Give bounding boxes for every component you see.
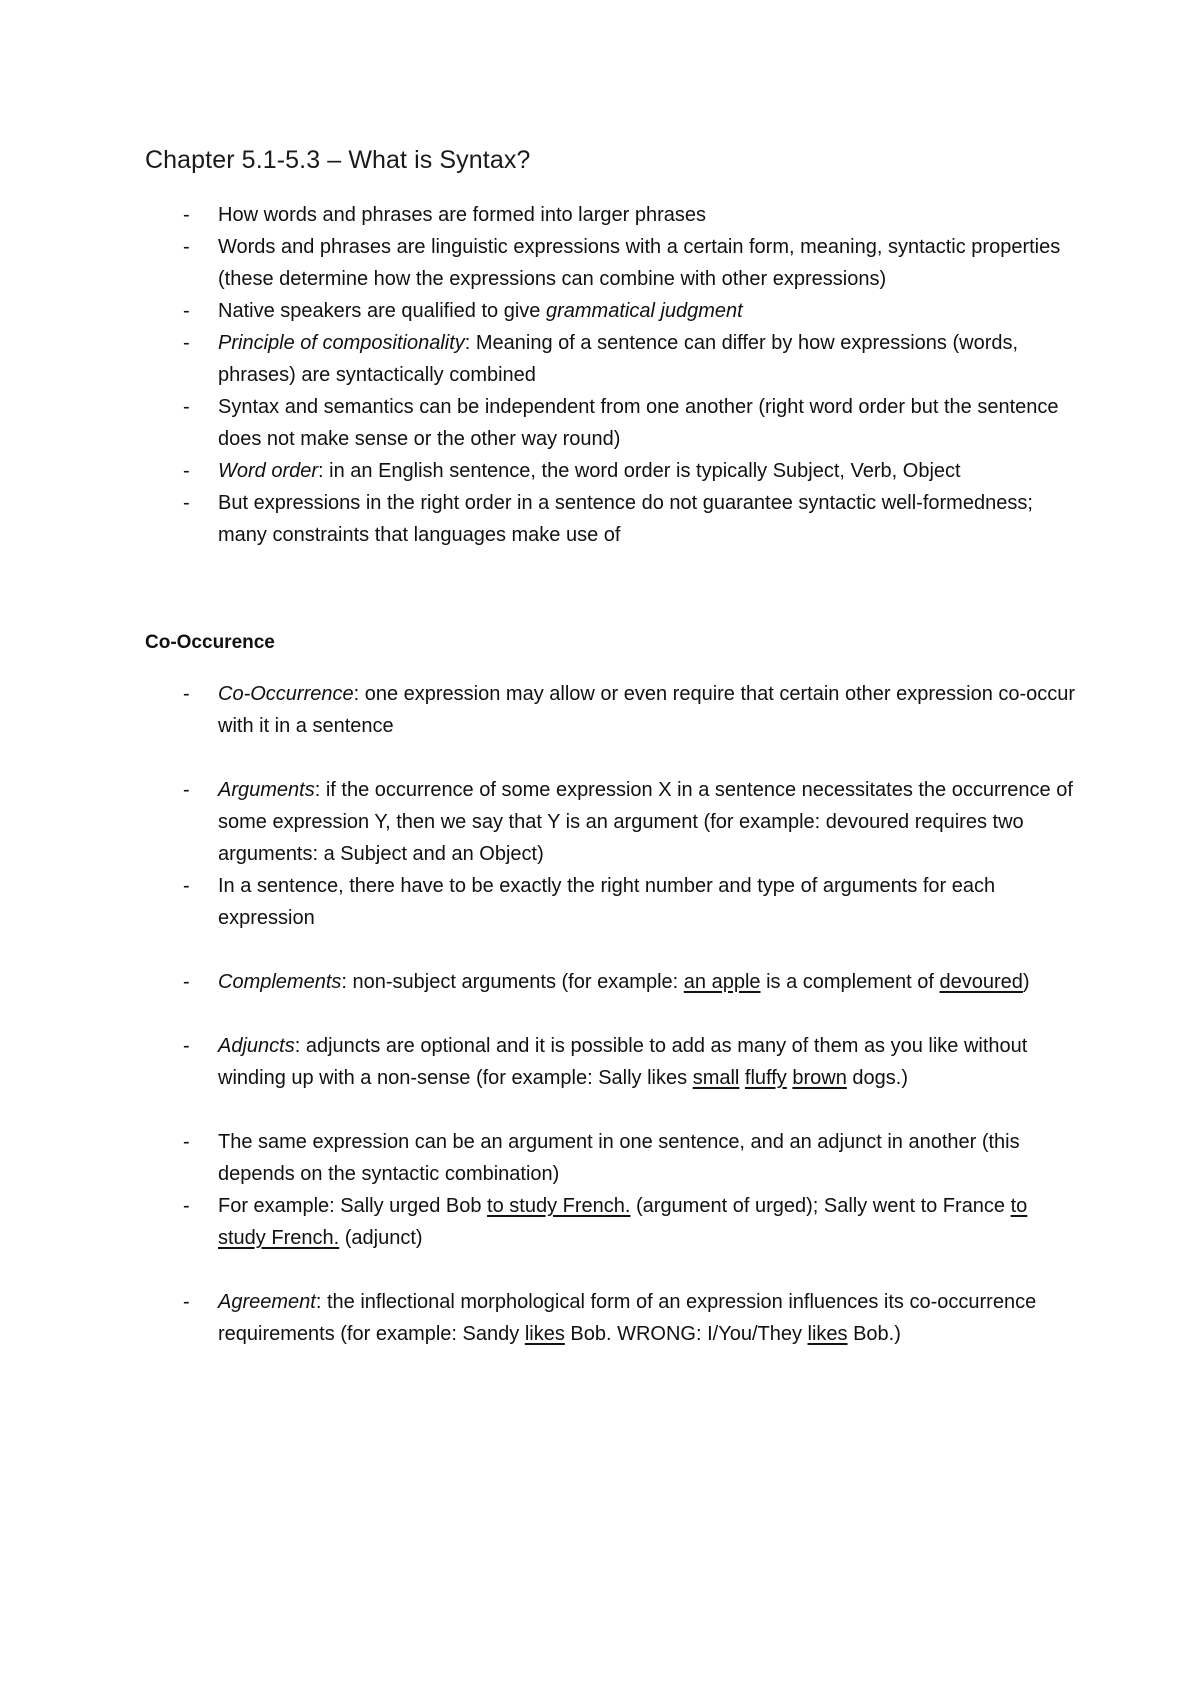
text-segment: : in an English sentence, the word order is typically Subject, Verb, Object	[318, 460, 961, 482]
bullet-dash: -	[183, 1035, 190, 1057]
bullet-dash: -	[183, 332, 190, 354]
list-item	[0, 1286, 1200, 1350]
text-segment: : non-subject arguments (for example:	[341, 971, 684, 993]
text-segment: The same expression can be an argument in one sentence, and an adjunct in another (this depends on the syntactic combination)	[218, 1131, 1020, 1185]
bullet-dash: -	[183, 779, 190, 801]
bullet-dash: -	[183, 875, 190, 897]
text-segment: (adjunct)	[339, 1227, 423, 1249]
intro-bullet-list	[0, 199, 1200, 551]
page-title: Chapter 5.1-5.3 – What is Syntax?	[145, 146, 531, 174]
text-segment: : Meaning of a sentence can differ by how expressions (words, phrases) are syntactically combined	[218, 332, 1019, 386]
bullet-dash: -	[183, 971, 190, 993]
list-item-text	[218, 199, 1080, 231]
list-item-text	[218, 295, 1080, 327]
list-item	[0, 966, 1200, 998]
list-item-text	[218, 231, 1080, 295]
text-segment: How words and phrases are formed into larger phrases	[218, 204, 707, 226]
text-segment: Bob.)	[847, 1323, 901, 1345]
bullet-dash: -	[183, 492, 190, 514]
bullet-dash: -	[183, 460, 190, 482]
list-item	[0, 774, 1200, 870]
text-segment: Syntax and semantics can be independent from one another (right word order but the sentence does not make sense or the other way round)	[218, 396, 1059, 450]
list-item-text	[218, 966, 1080, 998]
text-segment: (argument of urged); Sally went to France	[630, 1195, 1011, 1217]
list-item-text	[218, 678, 1080, 742]
text-segment: In a sentence, there have to be exactly the right number and type of arguments for each expression	[218, 875, 996, 929]
underlined-example: small	[692, 1067, 740, 1089]
text-segment: : one expression may allow or even require that certain other expression co-occur with it in a sentence	[218, 683, 1076, 737]
list-item-text	[218, 327, 1080, 391]
list-item	[0, 1030, 1200, 1094]
text-segment: Native speakers are qualified to give	[218, 300, 546, 322]
italic-term: Complements	[218, 971, 342, 993]
list-item	[0, 1126, 1200, 1190]
italic-term: Arguments	[218, 779, 315, 801]
text-segment: )	[1022, 971, 1030, 993]
list-item-text	[218, 774, 1080, 870]
bullet-dash: -	[183, 1131, 190, 1153]
text-segment: : adjuncts are optional and it is possible to add as many of them as you like without winding up with a non-sense (for example: Sally likes	[218, 1035, 1028, 1089]
underlined-example: an apple	[683, 971, 761, 993]
list-item-text	[218, 391, 1080, 455]
bullet-dash: -	[183, 204, 190, 226]
text-segment: : if the occurrence of some expression X in a sentence necessitates the occurrence of some expression Y, then we say that Y is an argument (for example: devoured requires two arguments: a Subject and an Object)	[218, 779, 1073, 865]
section-heading-co-occurence: Co-Occurence	[145, 632, 275, 653]
underlined-example: to study French.	[218, 1195, 1028, 1249]
underlined-example: likes	[524, 1323, 565, 1345]
text-segment: : the inflectional morphological form of an expression influences its co-occurrence requirements (for example: Sandy	[218, 1291, 1037, 1345]
italic-term: Co-Occurrence	[218, 683, 354, 705]
list-item-text	[218, 1030, 1080, 1094]
italic-term: grammatical judgment	[545, 300, 743, 322]
bullet-dash: -	[183, 1291, 190, 1313]
list-item-text	[218, 455, 1080, 487]
italic-term: Word order	[218, 460, 319, 482]
text-segment: Bob. WRONG: I/You/They	[564, 1323, 808, 1345]
list-item	[0, 199, 1200, 231]
list-item	[0, 487, 1200, 551]
text-segment: But expressions in the right order in a sentence do not guarantee syntactic well-formedness; many constraints that languages make use of	[218, 492, 1033, 546]
underlined-example: brown	[792, 1067, 847, 1089]
text-segment: dogs.)	[846, 1067, 908, 1089]
list-item	[0, 870, 1200, 934]
list-item	[0, 455, 1200, 487]
text-segment: For example: Sally urged Bob	[218, 1195, 488, 1217]
bullet-dash: -	[183, 1195, 190, 1217]
co-occurence-bullet-list	[0, 678, 1200, 1350]
bullet-dash: -	[183, 683, 190, 705]
list-item-text	[218, 1286, 1080, 1350]
list-item-text	[218, 1190, 1080, 1254]
list-item	[0, 1190, 1200, 1254]
italic-term: Principle of compositionality	[218, 332, 465, 354]
list-item	[0, 327, 1200, 391]
list-item-text	[218, 870, 1080, 934]
underlined-example: to study French.	[487, 1195, 631, 1217]
text-segment: Words and phrases are linguistic expressions with a certain form, meaning, syntactic properties (these determine how the expressions can combine with other expressions)	[218, 236, 1061, 290]
bullet-dash: -	[183, 300, 190, 322]
underlined-example: devoured	[939, 971, 1023, 993]
bullet-dash: -	[183, 396, 190, 418]
list-item-text	[218, 487, 1080, 551]
underlined-example: fluffy	[744, 1067, 787, 1089]
list-item	[0, 678, 1200, 742]
list-item-text	[218, 1126, 1080, 1190]
list-item	[0, 295, 1200, 327]
underlined-example: likes	[807, 1323, 848, 1345]
list-item	[0, 231, 1200, 295]
italic-term: Agreement	[218, 1291, 316, 1313]
list-item	[0, 391, 1200, 455]
text-segment: is a complement of	[760, 971, 940, 993]
bullet-dash: -	[183, 236, 190, 258]
italic-term: Adjuncts	[218, 1035, 295, 1057]
